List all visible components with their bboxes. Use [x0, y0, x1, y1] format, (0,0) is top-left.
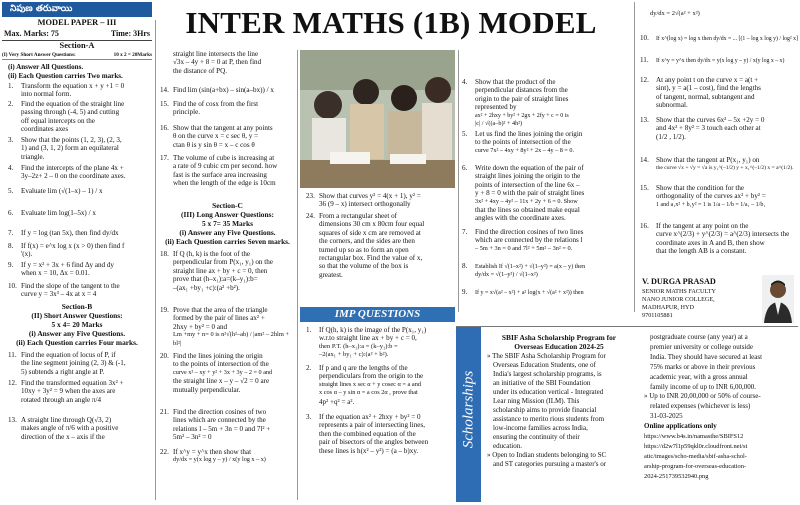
- column-1: [2, 2, 152, 502]
- model-paper-title: MODEL PAPER – III: [37, 18, 117, 27]
- author-name: V. DURGA PRASAD: [642, 277, 716, 286]
- question-22: 22. If x^y = y^x then show that dy/dx = y(x log y – y) / x(y log x – x): [160, 448, 266, 464]
- question-13: 13. A straight line through Q(√3, 2) makes angle of π/6 with a positive direction of the x – axis if the: [8, 416, 119, 441]
- question-13-continued: straight line intersects the line √3x – 4y + 8 = 0 at P, then find the distance of PQ.: [173, 50, 262, 75]
- imp-questions-banner: [300, 307, 455, 322]
- question-12: 12. Find the transformed equation 3x² + 10xy + 3y² = 9 when the axes are rotated through an angle π/4: [8, 379, 124, 404]
- question-6: 6. Evaluate lim log(1–5x) / x: [8, 209, 96, 217]
- question-7: 7. If y = log (tan 5x), then find dy/dx: [8, 229, 119, 237]
- column-2: [160, 50, 295, 500]
- avatar: [762, 275, 794, 323]
- author-photo: [762, 275, 794, 323]
- telugu-banner: [2, 2, 152, 17]
- imp-question-9: 9. If y = x√(a² – x²) + a² log(x + √(a² + x²)) then: [462, 288, 584, 296]
- question-11: 11. Find the equation of locus of P, if the line segment joining (2, 3) & (-1, 5) subtends a right angle at P.: [8, 351, 126, 376]
- imp-question-10: 10. If x^(log x) = log x then dy/dx = ... [(1 – log x log y) / log² x]: [640, 34, 798, 42]
- question-19: 19. Prove that the area of the triangle formed by the pair of lines ax² + 2hxy + by² = 0 and Lm +my + n= 0 is n²√(h²–ab) / |am² – 2hlm + bl²|: [160, 306, 290, 347]
- question-14: 14. Find lim (sin(a+bx) – sin(a–bx)) / x: [160, 86, 274, 94]
- author-phone: 9701105881: [642, 312, 673, 319]
- imp-question-15: 15. Show that the condition for the orthogonality of the curves ax² + by² = 1 and a₁x² + b₁y² = 1 is 1/a – 1/b = 1/a₁ – 1/b₁: [640, 184, 766, 208]
- saq-marks: 5 x 4= 20 Marks: [51, 320, 103, 329]
- question-9: 9. If y = x² + 3x + 6 find Δy and dy when x = 10, Δx = 0.01.: [8, 261, 114, 278]
- section-a-heading: Section-A: [59, 41, 95, 50]
- imp-9-result: dy/dx = 2√(a² + x²): [650, 10, 700, 17]
- instruction-4: (ii) Each Question carries Four marks.: [16, 338, 138, 347]
- imp-question-1: 1. If Q(h, k) is the image of the P(x₁, y₁) w.r.to straight line ax + by + c = 0, then P.T. (h–x₁):a = (k–y₁):b = –2(ax₁ + by₁ + c):(a² + b²).: [306, 326, 427, 359]
- instruction-3: (i) Answer any Five Questions.: [28, 329, 126, 338]
- laq-marks: 5 x 7= 35 Marks: [201, 219, 254, 228]
- imp-question-13: 13. Show that the curves 6x² – 5x +2y = 0 and 4x² + 8y² = 3 touch each other at (1/2 , 1/2).: [640, 116, 765, 141]
- question-2: 2. Find the equation of the straight line passing through (-4, 5) and cutting off equal intercepts on the coordinates axes: [8, 100, 125, 134]
- scholarship-left-text: » The SBIF Asha Scholarship Program for Overseas Education Students, one of India's largest scholarship programs, is an initiative of the SBI Foundation under its education vertical - Integrated Lear ning Mission (ILM). This scholarship aims to provide financial assistance to merito rious students from low-income families across India, ensuring the continuity of their education. » Open to Indian students belonging to SC and ST categories pursuing a master's or: [487, 352, 607, 468]
- imp-question-2: 2. If p and q are the lengths of the perpendiculars from the origin to the straight lines x sec α + y cosec α = a and x cos α – y sin α = a cos 2α , prove that 4p² +q² = a².: [306, 364, 424, 406]
- scholarships-side-banner: [456, 327, 481, 502]
- page-title: INTER MATHS (1B) MODEL: [185, 5, 597, 40]
- imp-question-7: 7. Find the direction cosines of two lines which are connected by the relations l – 5m + 3n = 0 and 7l² + 5m² – 3n² = 0.: [462, 228, 584, 252]
- question-5: 5. Evaluate lim (√(1–x) – 1) / x: [8, 187, 103, 195]
- question-1: 1. Transform the equation x + y +1 = 0 into normal form.: [8, 82, 125, 99]
- max-marks: Max. Marks: 75: [4, 29, 59, 38]
- imp-question-4: 4. Show that the product of the perpendicular distances from the origin to the pair of straight lines represented by ax² + 2hxy + by² + 2gx + 2fy + c = 0 is |c| / √((a–b)² + 4h²): [462, 78, 569, 128]
- imp-question-11: 11. If x^y = y^x then dy/dx = y(x log y – y) / x(y log x – x): [640, 56, 785, 64]
- banner-text: నిపుణ తరువాయి: [10, 4, 73, 14]
- question-8: 8. If f(x) = e^x log x (x > 0) then find f '(x).: [8, 242, 125, 259]
- imp-questions-title: IMP QUESTIONS: [334, 308, 421, 320]
- instruction-6: (ii) Each Question carries Seven marks.: [165, 237, 290, 246]
- scholarship-link-1[interactable]: https://www.b4s.in/namasthe/SBIFS12: [644, 433, 744, 441]
- imp-question-16: 16. If the tangent at any point on the curve x^(2/3) + y^(2/3) = a^(2/3) intersects the coordinate axes in A and B, then show that the length AB is a constant.: [640, 222, 790, 256]
- imp-question-6: 6. Write down the equation of the pair of straight lines joining the origin to the points of intersection of the line 6x – y + 8 = 0 with the pair of straight lines 3x² + 4xy – 4y² – 11x + 2y + 6 = 0. Show that the lines so obtained make equal angles with the coordinate axes.: [462, 164, 585, 223]
- author-city: MADHAPUR, HYD: [642, 304, 694, 311]
- instruction-2: (ii) Each Question carries Two marks.: [8, 72, 123, 80]
- author-box: [638, 275, 796, 327]
- section-b-heading: Section-B: [61, 302, 93, 311]
- time: Time: 3Hrs: [110, 29, 150, 38]
- question-17: 17. The volume of cube is increasing at a rate of 9 cubic cm per second. how fast is the surface area increasing when the length of the edge is 10cm: [160, 154, 278, 188]
- question-23: 23. Show that curves y² = 4(x + 1), y² = 36 (9 – x) intersect orthogonally: [306, 192, 421, 209]
- question-15: 15. Find the of cosx from the first principle.: [160, 100, 259, 117]
- instruction-5: (i) Answer any Five Questions.: [179, 228, 276, 237]
- vsaq-label: (I) Very Short Answer Questions:: [2, 52, 76, 58]
- vsaq-marks: 10 x 2 = 20Marks: [113, 52, 152, 58]
- scholarship-link-2[interactable]: https://d2w7l1p59qkl0r.cloudfront.net/st: [644, 442, 748, 450]
- imp-question-14: 14. Show that the tangent at P(x₁, y₁) on the curve √x + √y = √a is y₁^(–1/2) y + x₁^(–1/2) x = a^(1/2).: [640, 156, 794, 172]
- question-20: 20. Find the lines joining the origin to the points of intersection of the curve x² – xy + y² + 3x + 3y – 2 = 0 and the straight line x – y – √2 = 0 are mutually perpendicular.: [160, 352, 273, 394]
- instruction-1: (i) Answer All Questions.: [8, 63, 84, 71]
- author-title: SENIOR MATHS FACULTY: [642, 288, 716, 295]
- imp-question-8: 8. Establish If √(1–x²) + √(1–y²) = a(x – y) then dy/dx = √(1–y²) / √(1–x²): [462, 262, 586, 279]
- saq-label: (II) Short Answer Questions:: [31, 311, 123, 320]
- section-c-heading: Section-C: [212, 201, 243, 210]
- author-college: NANO JUNIOR COLLEGE,: [642, 296, 715, 303]
- imp-question-5: 5. Let us find the lines joining the origin to the points of intersection of the curve 7x² – 4xy + 8y² + 2x – 4y – 8 = 0.: [462, 130, 583, 154]
- laq-label: (III) Long Answer Questions:: [181, 210, 274, 219]
- question-4: 4. Find the intercepts of the plane 4x + 3y–2z+ 2 – 0 on the coordinate axes.: [8, 164, 126, 181]
- column-4: [462, 78, 630, 318]
- question-18: 18. If Q (h, k) is the foot of the perpendicular from P(x₁, y₁) on the straight line ax + by + c = 0, then prove that (h–x₁):a=(k–y₁):b= –(ax₁ +by₁ +c):(a² +b²).: [160, 250, 273, 292]
- scholarship-title: SBIF Asha Scholarship Program for Overseas Education 2024-25: [501, 333, 617, 351]
- imp-question-12: 12. At any point t on the curve x = a(t + sint), y = a(1 – cost), find the lengths of tangent, normal, subtangent and subnormal.: [640, 76, 761, 110]
- scholarships-side-label: Scholarships: [460, 370, 477, 449]
- question-24: 24. From a rectangular sheet of dimensions 30 cm x 80cm four equal squares of side x cm are removed at the corners, and the sides are then turned up so as to form an open rectangular box. Find the value of x, so that the volume of the box is greatest.: [306, 212, 425, 279]
- question-3: 3. Show that the points (1, 2, 3), (2, 3, 1) and (3, 1, 2) form an equilateral triangle.: [8, 136, 122, 161]
- column-5: [640, 4, 798, 274]
- students-illustration: [300, 50, 455, 188]
- question-10: 10. Find the slope of the tangent to the curve y = 3x³ – 4x at x = 4: [8, 282, 120, 299]
- students-photo: [300, 50, 455, 188]
- question-16: 16. Show that the tangent at any points θ on the curve x = c sec θ, y = ctan θ is y sin θ = x – c cos θ: [160, 124, 273, 149]
- imp-question-3: 3. If the equation ax² + 2hxy + by² = 0 represents a pair of intersecting lines, then the combined equation of the pair of bisectors of the angles between these lines is h(x² – y²) = (a – b)xy.: [306, 413, 429, 455]
- scholarship-right-text: postgraduate course (any year) at a premier university or college outside India. They should have secured at least 75% marks or above in their previous academic year, with a gross annual family income of up to INR 6,00,000. » Up to INR 20,00,000 or 50% of course- related expenses (whichever is less) 31-03-2025 Online applications only https://www.b4s.in/namasthe/SBIFS12 https://d2w7l1p59qkl0r.cloudfront.net/st atic/images/scho-media/sbif-asha-schol- arship-program-for-overseas-education- 2024-251739532940.png: [644, 333, 798, 482]
- question-21: 21. Find the direction cosines of two lines which are connected by the relations l – 5m + 3n = 0 and 7l² + 5m² – 3n² = 0: [160, 408, 271, 442]
- column-3: [300, 190, 455, 500]
